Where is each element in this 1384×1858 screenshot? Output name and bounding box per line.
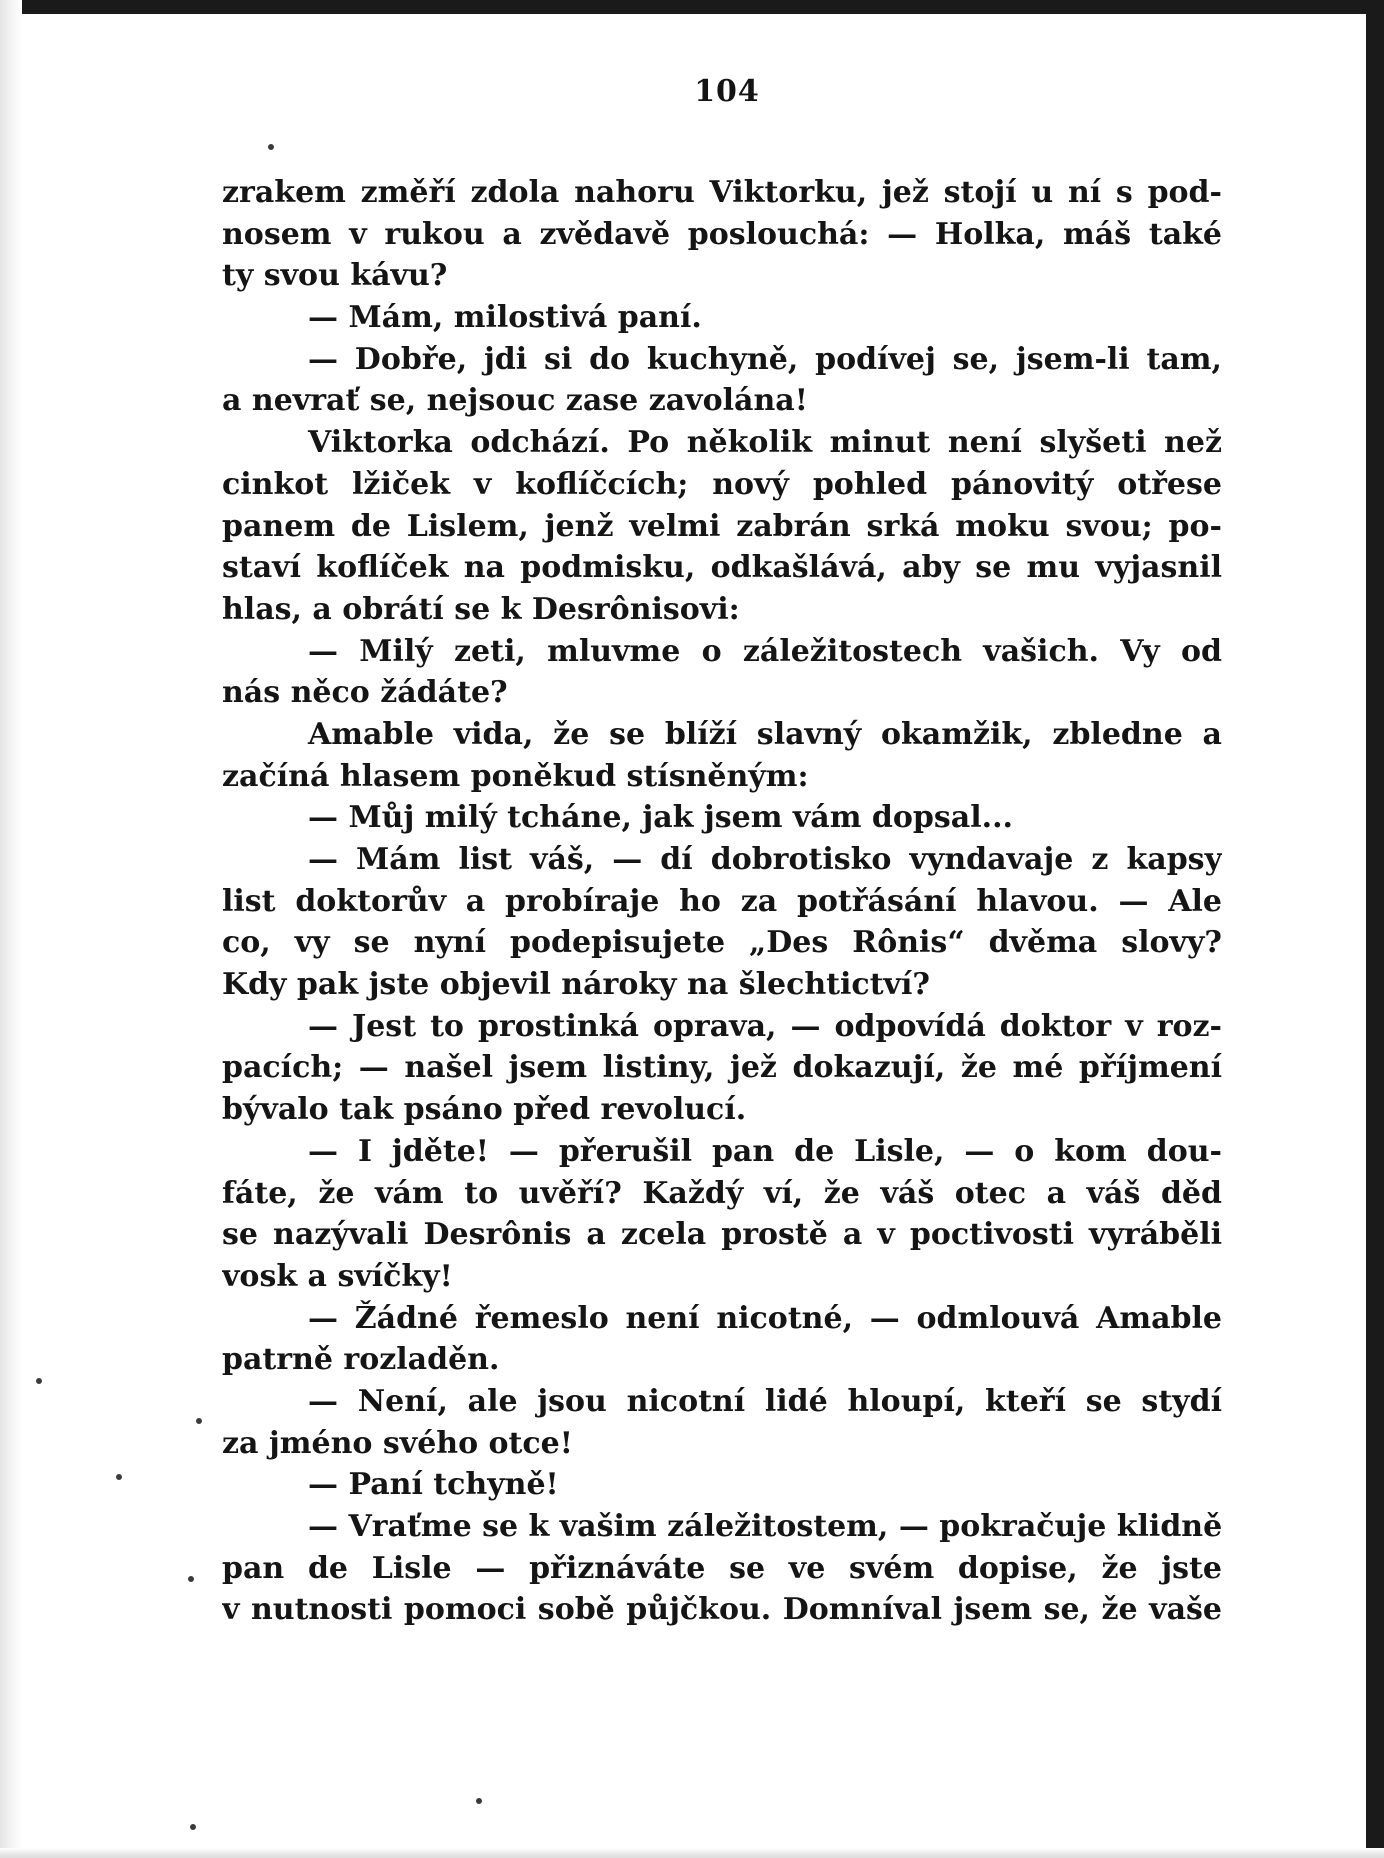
text-line: — Není, ale jsou nicotní lidé hloupí, kteří se stydí (308, 1383, 1222, 1419)
text-line: bývalo tak psáno před revolucí. (222, 1092, 747, 1128)
text-line: list doktorův a probíraje ho za potřásání hlavou. — Ale (222, 883, 1222, 919)
text-line: se nazývali Desrônis a zcela prostě a v poctivosti vyráběli (222, 1217, 1222, 1253)
page-number: 104 (694, 74, 760, 109)
text-line: — Vraťme se k vašim záležitostem, — pokračuje klidně (308, 1509, 1222, 1544)
print-speck (196, 1418, 202, 1424)
text-line: patrně rozladěn. (222, 1342, 500, 1378)
text-line: Kdy pak jste objevil nároky na šlechtictví? (222, 967, 930, 1003)
text-line: hlas, a obrátí se k Desrônisovi: (222, 591, 740, 627)
text-line: — Žádné řemeslo není nicotné, — odmlouvá Amable (308, 1300, 1222, 1336)
text-line: panem de Lislem, jenž velmi zabrán srká moku svou; po- (222, 508, 1222, 544)
text-line: vosk a svíčky! (222, 1258, 453, 1294)
text-line: nosem v rukou a zvědavě poslouchá: — Holka, máš také (222, 216, 1222, 252)
text-line: začíná hlasem poněkud stísněným: (222, 758, 809, 794)
print-speck (190, 1824, 196, 1830)
scan-edge-left (0, 0, 22, 1858)
print-speck (188, 1576, 194, 1582)
text-line: staví koflíček na podmisku, odkašlává, aby se mu vyjasnil (222, 550, 1222, 586)
page-text (222, 172, 1222, 1631)
text-line: cinkot lžiček v koflíčcích; nový pohled pánovitý otřese (222, 466, 1222, 502)
print-speck (268, 144, 274, 150)
text-line: zrakem změří zdola nahoru Viktorku, jež stojí u ní s pod- (222, 175, 1222, 210)
text-line: co, vy se nyní podepisujete „Des Rônis“ dvěma slovy? (222, 925, 1222, 961)
text-line: v nutnosti pomoci sobě půjčkou. Domníval jsem se, že vaše (222, 1592, 1222, 1628)
text-line: ty svou kávu? (222, 258, 448, 294)
text-line: — Mám list váš, — dí dobrotisko vyndavaje z kapsy (308, 842, 1222, 877)
text-line: Amable vida, že se blíží slavný okamžik, zbledne a (308, 716, 1222, 752)
text-line: za jméno svého otce! (222, 1425, 573, 1461)
text-line: — Dobře, jdi si do kuchyně, podívej se, jsem-li tam, (308, 341, 1222, 377)
print-speck (116, 1474, 122, 1480)
text-line: — Mám, milostivá paní. (308, 300, 702, 336)
text-line: — Paní tchyně! (308, 1467, 559, 1503)
text-line: — Můj milý tcháne, jak jsem vám dopsal... (308, 800, 1013, 836)
text-line: — Jest to prostinká oprava, — odpovídá doktor v roz- (308, 1008, 1222, 1044)
scan-edge-top (0, 0, 1384, 14)
scan-edge-right (1366, 0, 1384, 1858)
text-line: — Milý zeti, mluvme o záležitostech vašich. Vy od (308, 633, 1222, 669)
scan-edge-bottom (0, 1848, 1384, 1858)
text-line: fáte, že vám to uvěří? Každý ví, že váš otec a váš děd (222, 1175, 1222, 1211)
text-line: nás něco žádáte? (222, 675, 508, 711)
text-line: a nevrať se, nejsouc zase zavolána! (222, 383, 808, 419)
print-speck (476, 1798, 482, 1804)
text-line: pan de Lisle — přiznáváte se ve svém dopise, že jste (222, 1550, 1222, 1586)
text-line: Viktorka odchází. Po několik minut není slyšeti než (308, 425, 1222, 461)
text-line: — I jděte! — přerušil pan de Lisle, — o kom dou- (308, 1133, 1222, 1169)
print-speck (36, 1378, 42, 1384)
text-line: pacích; — našel jsem listiny, jež dokazují, že mé příjmení (222, 1050, 1222, 1086)
